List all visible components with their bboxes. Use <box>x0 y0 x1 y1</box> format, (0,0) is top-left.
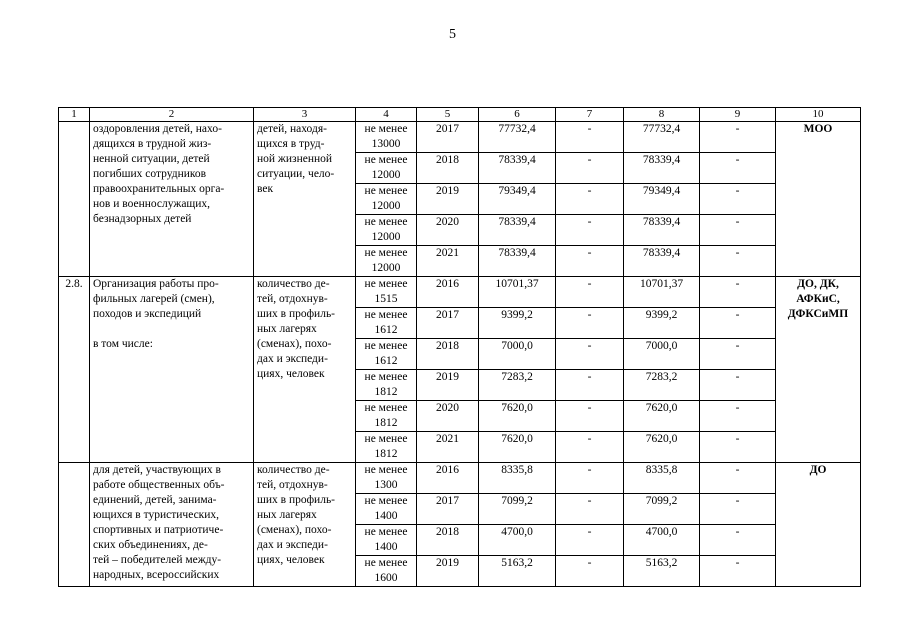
page-number: 5 <box>449 27 456 42</box>
table-row <box>59 122 861 153</box>
indicator-line: количество де- <box>257 278 330 290</box>
indicator-value-line: не менее <box>364 433 408 445</box>
empty-dash: - <box>556 308 624 339</box>
table-row <box>59 277 861 308</box>
indicator-line: (сменах), похо- <box>257 338 332 350</box>
column-number: 7 <box>556 108 624 122</box>
column-number-row <box>59 108 861 122</box>
empty-dash: - <box>556 432 624 463</box>
budget-amount: 78339,4 <box>624 246 700 277</box>
total-amount: 78339,4 <box>479 215 556 246</box>
indicator-value-line: не менее <box>364 557 408 569</box>
responsible-line: МОО <box>803 123 833 135</box>
empty-dash: - <box>556 525 624 556</box>
indicator-value-line: 12000 <box>371 231 401 243</box>
empty-dash: - <box>556 277 624 308</box>
activity-name <box>90 122 254 277</box>
indicator-value-line: 12000 <box>371 262 401 274</box>
indicator-line: ситуации, чело- <box>257 168 335 180</box>
activity-line: Организация работы про- <box>93 278 219 290</box>
empty-dash: - <box>700 494 776 525</box>
budget-amount: 7283,2 <box>624 370 700 401</box>
column-number: 3 <box>254 108 356 122</box>
activity-line: единений, детей, занима- <box>93 494 217 506</box>
empty-dash: - <box>700 122 776 153</box>
column-number: 9 <box>700 108 776 122</box>
indicator-line: щихся в труд- <box>257 138 325 150</box>
indicator-value <box>356 370 417 401</box>
responsible-body <box>776 463 861 587</box>
total-amount: 7099,2 <box>479 494 556 525</box>
empty-dash: - <box>556 556 624 587</box>
indicator-value <box>356 184 417 215</box>
activity-line: народных, всероссийских <box>93 569 220 581</box>
indicator-line: количество де- <box>257 464 330 476</box>
activity-line: безнадзорных детей <box>93 213 192 225</box>
indicator-value <box>356 122 417 153</box>
indicator-value-line: не менее <box>364 309 408 321</box>
empty-dash: - <box>700 556 776 587</box>
year: 2017 <box>417 494 479 525</box>
indicator-line: детей, находя- <box>257 123 327 135</box>
year: 2018 <box>417 525 479 556</box>
column-number: 8 <box>624 108 700 122</box>
budget-amount: 78339,4 <box>624 153 700 184</box>
empty-dash: - <box>556 246 624 277</box>
item-number <box>59 463 90 587</box>
indicator-value-line: 1812 <box>374 386 398 398</box>
empty-dash: - <box>556 153 624 184</box>
column-number: 2 <box>90 108 254 122</box>
column-number: 5 <box>417 108 479 122</box>
empty-dash: - <box>556 184 624 215</box>
year: 2019 <box>417 556 479 587</box>
total-amount: 77732,4 <box>479 122 556 153</box>
empty-dash: - <box>556 122 624 153</box>
responsible-body <box>776 277 861 463</box>
budget-amount: 78339,4 <box>624 215 700 246</box>
year: 2016 <box>417 463 479 494</box>
year: 2018 <box>417 153 479 184</box>
indicator-value-line: 1400 <box>374 541 398 553</box>
budget-amount: 77732,4 <box>624 122 700 153</box>
activity-subnote: в том числе: <box>93 338 153 350</box>
empty-dash: - <box>700 525 776 556</box>
indicator-line: (сменах), похо- <box>257 524 332 536</box>
empty-dash: - <box>700 339 776 370</box>
indicator-value <box>356 153 417 184</box>
budget-amount: 9399,2 <box>624 308 700 339</box>
indicator-line: циях, человек <box>257 368 325 380</box>
empty-dash: - <box>556 370 624 401</box>
item-number <box>59 122 90 277</box>
budget-amount: 7620,0 <box>624 401 700 432</box>
responsible-line: ДО <box>809 464 827 476</box>
indicator-line: циях, человек <box>257 554 325 566</box>
indicator-line: тей, отдохнув- <box>257 293 328 305</box>
indicator-value-line: не менее <box>364 340 408 352</box>
indicator-value <box>356 246 417 277</box>
indicator-value <box>356 401 417 432</box>
total-amount: 78339,4 <box>479 153 556 184</box>
indicator-value <box>356 463 417 494</box>
indicator-value-line: не менее <box>364 402 408 414</box>
indicator-line: тей, отдохнув- <box>257 479 328 491</box>
indicator-name <box>254 122 356 277</box>
empty-dash: - <box>700 370 776 401</box>
total-amount: 7620,0 <box>479 401 556 432</box>
total-amount: 5163,2 <box>479 556 556 587</box>
activity-line: дящихся в трудной жиз- <box>93 138 212 150</box>
indicator-value-line: не менее <box>364 154 408 166</box>
indicator-value-line: не менее <box>364 464 408 476</box>
activity-name <box>90 277 254 463</box>
column-number: 4 <box>356 108 417 122</box>
indicator-value-line: 1812 <box>374 417 398 429</box>
year: 2019 <box>417 370 479 401</box>
empty-dash: - <box>556 215 624 246</box>
indicator-value <box>356 556 417 587</box>
indicator-value-line: 1300 <box>374 479 398 491</box>
spacer <box>93 322 250 337</box>
table-row <box>59 463 861 494</box>
empty-dash: - <box>700 153 776 184</box>
activity-line: ских объединениях, де- <box>93 539 208 551</box>
total-amount: 4700,0 <box>479 525 556 556</box>
indicator-line: дах и экспеди- <box>257 539 328 551</box>
empty-dash: - <box>700 184 776 215</box>
empty-dash: - <box>700 277 776 308</box>
indicator-value-line: не менее <box>364 247 408 259</box>
indicator-value <box>356 525 417 556</box>
indicator-value-line: 12000 <box>371 169 401 181</box>
year: 2018 <box>417 339 479 370</box>
indicator-value-line: 12000 <box>371 200 401 212</box>
activity-name <box>90 463 254 587</box>
indicator-line: ших в профиль- <box>257 308 336 320</box>
indicator-value-line: 1612 <box>374 324 398 336</box>
empty-dash: - <box>700 308 776 339</box>
indicator-value-line: 1600 <box>374 572 398 584</box>
indicator-value <box>356 308 417 339</box>
program-table <box>58 107 861 587</box>
year: 2021 <box>417 246 479 277</box>
indicator-value <box>356 494 417 525</box>
activity-line: тей – победителей между- <box>93 554 222 566</box>
indicator-line: ной жизненной <box>257 153 333 165</box>
activity-line: спортивных и патриотиче- <box>93 524 224 536</box>
indicator-value-line: 1612 <box>374 355 398 367</box>
year: 2019 <box>417 184 479 215</box>
budget-amount: 79349,4 <box>624 184 700 215</box>
activity-line: ющихся в туристических, <box>93 509 220 521</box>
indicator-value-line: не менее <box>364 185 408 197</box>
year: 2016 <box>417 277 479 308</box>
activity-line: нов и военнослужащих, <box>93 198 211 210</box>
column-number: 6 <box>479 108 556 122</box>
activity-line: работе общественных объ- <box>93 479 225 491</box>
total-amount: 10701,37 <box>479 277 556 308</box>
indicator-value-line: не менее <box>364 216 408 228</box>
activity-line: походов и экспедиций <box>93 308 202 320</box>
empty-dash: - <box>700 463 776 494</box>
activity-line: ненной ситуации, детей <box>93 153 210 165</box>
budget-amount: 7620,0 <box>624 432 700 463</box>
indicator-value <box>356 277 417 308</box>
empty-dash: - <box>700 246 776 277</box>
indicator-name <box>254 277 356 463</box>
indicator-value-line: 13000 <box>371 138 401 150</box>
activity-line: погибших сотрудников <box>93 168 207 180</box>
total-amount: 8335,8 <box>479 463 556 494</box>
total-amount: 78339,4 <box>479 246 556 277</box>
activity-line: оздоровления детей, нахо- <box>93 123 222 135</box>
item-number: 2.8. <box>59 277 90 463</box>
empty-dash: - <box>556 401 624 432</box>
empty-dash: - <box>700 401 776 432</box>
indicator-value <box>356 432 417 463</box>
indicator-value-line: 1515 <box>374 293 398 305</box>
budget-amount: 5163,2 <box>624 556 700 587</box>
indicator-line: ных лагерях <box>257 323 317 335</box>
indicator-line: ших в профиль- <box>257 494 336 506</box>
column-number: 10 <box>776 108 861 122</box>
responsible-line: ДФКСиМП <box>787 308 849 320</box>
budget-amount: 10701,37 <box>624 277 700 308</box>
indicator-value-line: 1400 <box>374 510 398 522</box>
indicator-line: ных лагерях <box>257 509 317 521</box>
indicator-value-line: не менее <box>364 526 408 538</box>
indicator-value-line: не менее <box>364 123 408 135</box>
indicator-value <box>356 339 417 370</box>
year: 2021 <box>417 432 479 463</box>
activity-line: для детей, участвующих в <box>93 464 221 476</box>
year: 2017 <box>417 308 479 339</box>
total-amount: 7283,2 <box>479 370 556 401</box>
total-amount: 7000,0 <box>479 339 556 370</box>
indicator-value-line: не менее <box>364 495 408 507</box>
year: 2017 <box>417 122 479 153</box>
empty-dash: - <box>556 494 624 525</box>
indicator-line: век <box>257 183 274 195</box>
year: 2020 <box>417 215 479 246</box>
budget-amount: 8335,8 <box>624 463 700 494</box>
indicator-line: дах и экспеди- <box>257 353 328 365</box>
responsible-line: АФКиС, <box>796 293 840 305</box>
responsible-line: ДО, ДК, <box>797 278 839 290</box>
budget-amount: 7099,2 <box>624 494 700 525</box>
year: 2020 <box>417 401 479 432</box>
empty-dash: - <box>700 432 776 463</box>
empty-dash: - <box>556 339 624 370</box>
indicator-value <box>356 215 417 246</box>
total-amount: 9399,2 <box>479 308 556 339</box>
indicator-value-line: не менее <box>364 371 408 383</box>
indicator-value-line: 1812 <box>374 448 398 460</box>
activity-line: правоохранительных орга- <box>93 183 225 195</box>
responsible-body <box>776 122 861 277</box>
empty-dash: - <box>556 463 624 494</box>
indicator-value-line: не менее <box>364 278 408 290</box>
budget-amount: 4700,0 <box>624 525 700 556</box>
column-number: 1 <box>59 108 90 122</box>
indicator-name <box>254 463 356 587</box>
empty-dash: - <box>700 215 776 246</box>
activity-line: фильных лагерей (смен), <box>93 293 215 305</box>
budget-amount: 7000,0 <box>624 339 700 370</box>
total-amount: 7620,0 <box>479 432 556 463</box>
total-amount: 79349,4 <box>479 184 556 215</box>
